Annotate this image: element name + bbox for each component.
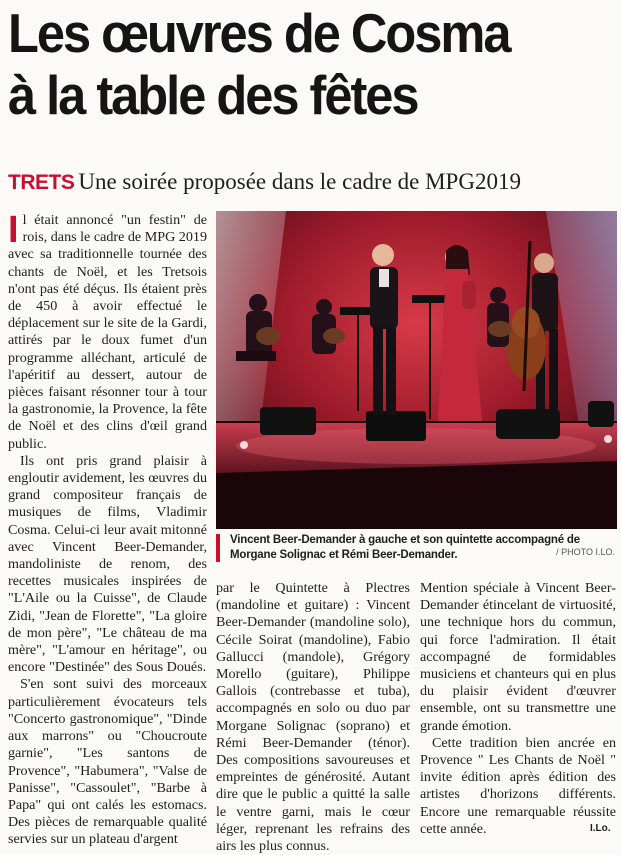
subtitle-text: Une soirée proposée dans le cadre de MPG2019 (78, 169, 521, 194)
headline (8, 2, 567, 126)
paragraph-1 (8, 209, 207, 453)
subtitle-line (8, 168, 616, 197)
paragraph-5: Mention spéciale à Vincent Beer-Demander étincelant de virtuosité, une technique hors du commun, qui force l'admiration. Il était accompagné de formidables musiciens et chanteurs qui en plus du plaisir évident d'œuvrer ensemble, ont su transmettre une grande émotion. (420, 580, 616, 734)
paragraph-3: S'en sont suivi des morceaux particulièrement évocateurs tels "Concerto gastronomique", "Dinde aux marrons" ou "Choucroute garnie", "Les santons de Provence", "Habumera", "Valse de Panisse", "Cassoulet", "Barbe à Papa" qui ont calés les estomacs. Des pièces de remarquable qualité servies sur un plateau d'argent (8, 676, 207, 848)
paragraph-6: Cette tradition bien ancrée en Provence " Les Chants de Noël " invite édition après édition des artistes d'horizons différents. Encore une remarquable réussite cette année. (420, 734, 616, 837)
paragraph-2: Ils ont pris grand plaisir à engloutir avidement, les œuvres du grand compositeur français de musiques de films, Vladimir Cosma. Celui-ci leur avait mitonné avec Vincent Beer-Demander, mandoliniste de renom, des recettes musicales inspirées de "L'Aile ou la Cuisse", de Claude Zidi, "Jean de Florette", "La gloire de mon père", "Le château de ma mère", "L'amour en héritage", ou encore "Destinée" des Sous Doués. (8, 452, 207, 676)
paragraph-4: par le Quintette à Plectres (mandoline et guitare) : Vincent Beer-Demander (mandoline solo), Cécile Soirat (mandoline), Fabio Gallucci (mandole), Grégory Morello (guitare), Philippe Gallois (contrebasse et tuba), accompagnés en solo ou duo par Morgane Solignac (soprano) et Rémi Beer-Demander (ténor). Des compositions savoureuses et empreintes de générosité. Autant dire que le public a quitté la salle le ventre garni, mais le cœur léger, reprenant les refrains des airs les plus connus. (216, 580, 410, 855)
drop-cap: I (8, 209, 19, 251)
concert-photo-illustration (216, 211, 617, 529)
concert-photo (216, 211, 617, 529)
photo-credit: / PHOTO I.LO. (556, 547, 615, 557)
headline-line-1: Les œuvres de Cosma (8, 2, 510, 64)
paragraph-1-text: l était annoncé "un festin" de rois, dans le cadre de MPG 2019 avec sa traditionnelle tournée des chants de Noël, et les Tretsois n'ont pas été déçus. Ils étaient près de 450 à avoir effectué le déplacement sur le site de la Gardi, attirés par le doux fumet d'un programme alléchant, articulé de l'apéritif au dessert, autour de pièces faisant résonner tour à tour la gastronomie, la Provence, la fête de Noël et des clins d'œil grand public. (8, 212, 207, 452)
location-kicker: TRETS (8, 171, 75, 194)
headline-line-2: à la table des fêtes (8, 64, 418, 126)
author-signature: I.Lo. (590, 823, 611, 834)
article-column-2 (216, 580, 410, 855)
caption-accent-bar (216, 534, 220, 562)
article-column-1 (8, 209, 207, 849)
photo-caption-block (216, 531, 617, 565)
photo-caption: Vincent Beer-Demander à gauche et son quintette accompagné de Morgane Solignac et Rémi Beer-Demander. (230, 534, 580, 561)
article-column-3 (420, 580, 616, 838)
